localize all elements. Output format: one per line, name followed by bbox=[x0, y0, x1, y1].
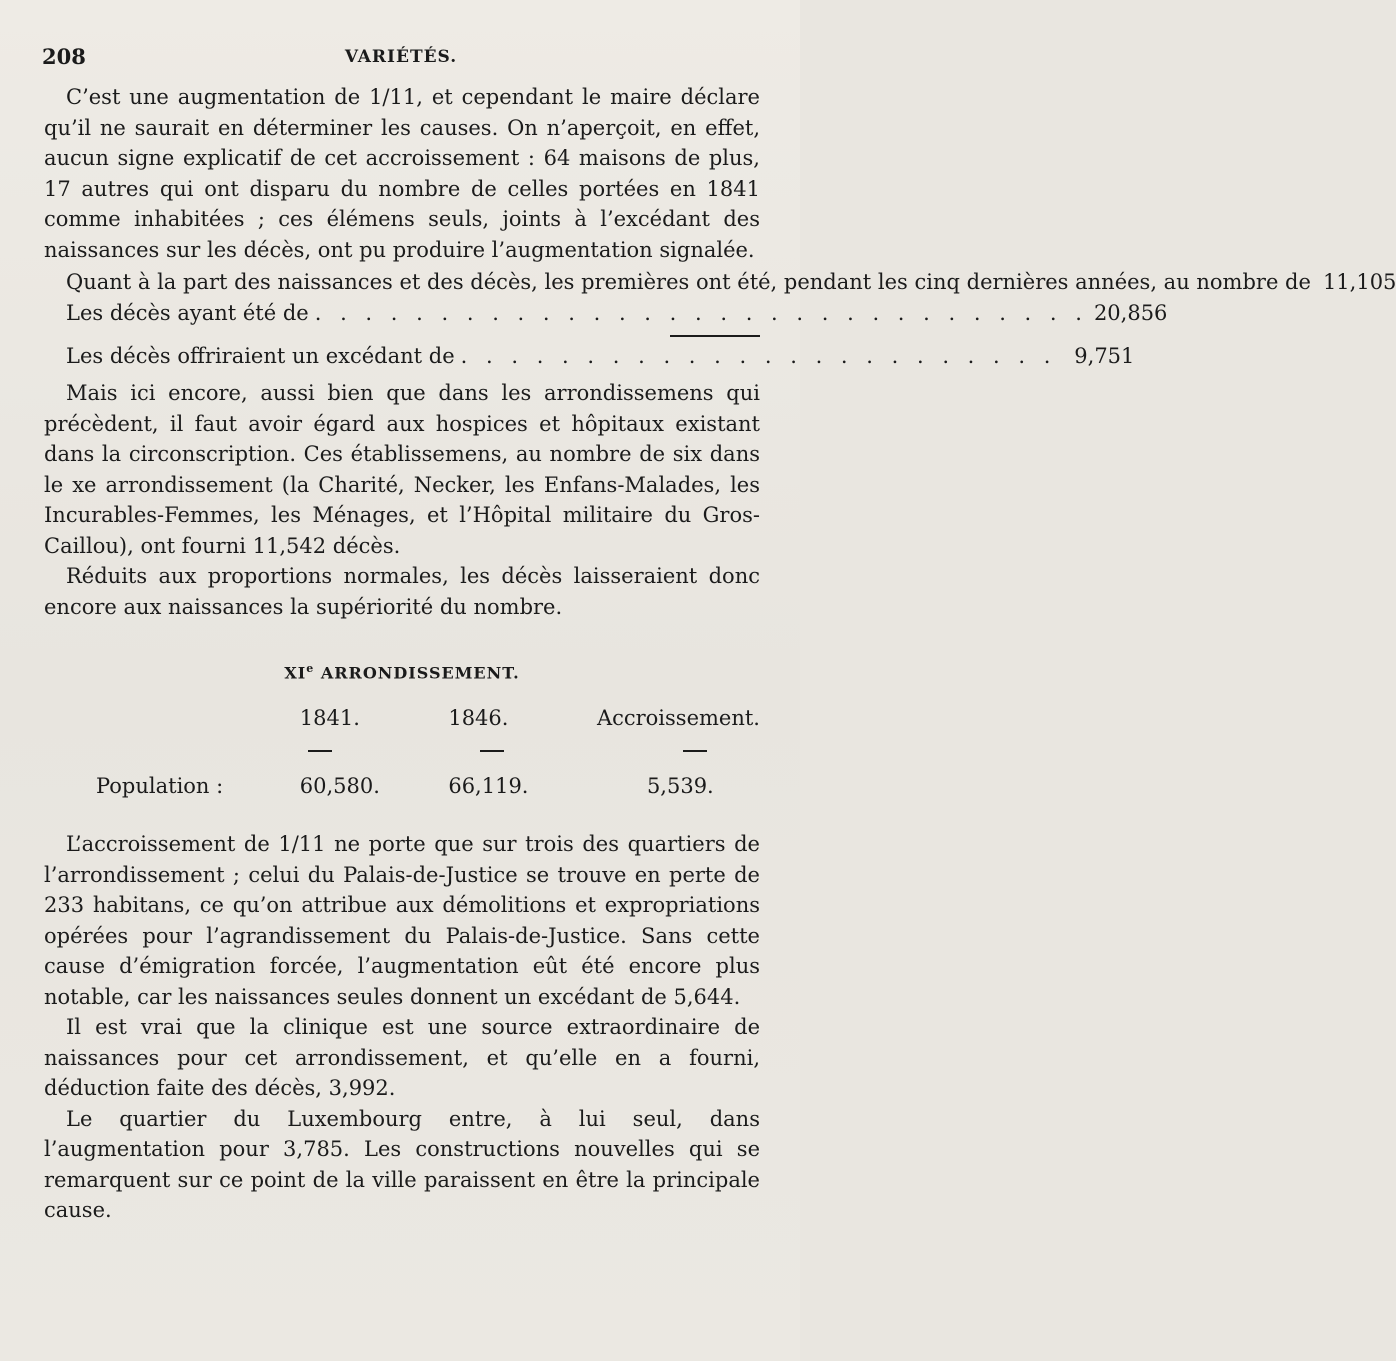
tally-row-births bbox=[44, 267, 1396, 298]
section-superscript: e bbox=[306, 662, 315, 675]
tally-row-excess bbox=[44, 341, 1135, 372]
section-roman: XI bbox=[284, 663, 307, 683]
dot-leader: . . . . . . . . . . . . . . . . . . . . . . . . . . . . . . . bbox=[314, 301, 1088, 325]
header-growth: Accroissement. bbox=[596, 705, 760, 730]
excess-value: 9,751 bbox=[1074, 344, 1135, 368]
running-head bbox=[42, 44, 760, 74]
section-heading bbox=[44, 654, 760, 689]
paragraph-hospitals bbox=[44, 378, 760, 561]
births-deaths-tally bbox=[44, 267, 1396, 372]
row-label: Population : bbox=[96, 774, 224, 799]
births-value: 11,105 bbox=[1322, 270, 1396, 294]
deaths-value: 20,856 bbox=[1093, 301, 1168, 325]
page-number: 208 bbox=[42, 44, 86, 69]
paragraph: Le quartier du Luxembourg entre, à lui seul, dans l’augmentation pour 3,785. Les constructions nouvelles qui se remarquent sur ce point de la ville paraissent en être la principale cause. bbox=[44, 1106, 760, 1223]
dash-rule bbox=[480, 750, 504, 752]
value-1841: 60,580. bbox=[299, 774, 380, 799]
excess-label: Les décès offriraient un excédant de bbox=[66, 344, 455, 368]
table-row bbox=[44, 765, 760, 803]
section-title: ARRONDISSEMENT. bbox=[320, 663, 520, 683]
paragraph: Il est vrai que la clinique est une source extraordinaire de naissances pour cet arrondissement, et qu’elle en a fourni, déduction faite des décès, 3,992. bbox=[44, 1015, 760, 1101]
population-table bbox=[44, 703, 760, 804]
sum-rule bbox=[670, 335, 760, 337]
header-1846: 1846. bbox=[448, 705, 509, 730]
tally-intro: Quant à la part des naissances et des décès, les premières ont été, pendant les cinq dernières années, au nombre de bbox=[66, 270, 1311, 294]
table-dash-row bbox=[44, 735, 760, 766]
header-1841: 1841. bbox=[299, 705, 360, 730]
paragraph: C’est une augmentation de 1/11, et cependant le maire déclare qu’il ne saurait en déterminer les causes. On n’aperçoit, en effet, aucun signe explicatif de cet accroissement : 64 maisons de plus, 17 autres qui ont disparu du nombre de celles portées en 1841 comme inhabitées ; ces élémens seuls, joints à l’excédant des naissances sur les décès, ont pu produire l’augmentation signalée. bbox=[44, 85, 760, 262]
dash-rule bbox=[683, 750, 707, 752]
value-growth: 5,539. bbox=[646, 774, 714, 799]
table-header-row bbox=[44, 703, 760, 735]
tally-row-deaths bbox=[44, 298, 1168, 329]
dot-leader: . . . . . . . . . . . . . . . . . . . . . . . . bbox=[460, 344, 1057, 368]
paragraph: Réduits aux proportions normales, les décès laisseraient donc encore aux naissances la supériorité du nombre. bbox=[44, 564, 760, 619]
tally-label bbox=[44, 267, 1311, 298]
deaths-label: Les décès ayant été de bbox=[66, 301, 309, 325]
value-1846: 66,119. bbox=[448, 774, 529, 799]
running-title: VARIÉTÉS. bbox=[344, 47, 458, 67]
closing-paragraphs bbox=[44, 829, 760, 1226]
paragraph: L’accroissement de 1/11 ne porte que sur trois des quartiers de l’arrondissement ; celui du Palais-de-Justice se trouve en perte de 233 habitans, ce qu’on attribue aux démolitions et expropriations opérées pour l’agrandissement du Palais-de-Justice. Sans cette cause d’émigration forcée, l’augmentation eût été encore plus notable, car les naissances seules donnent un excédant de 5,644. bbox=[44, 832, 760, 1009]
page-body bbox=[44, 82, 1396, 1226]
paragraph-text: Mais ici encore, aussi bien que dans les arrondissemens qui précèdent, il faut avoir égard aux hospices et hôpitaux existant dans la circonscription. Ces établissemens, au nombre de six dans le xe arrondissement (la Charité, Necker, les Enfans-Malades, les Incurables-Femmes, les Ménages, et l’Hôpital militaire du Gros-Caillou), ont fourni 11,542 décès. bbox=[44, 381, 760, 558]
dash-rule bbox=[308, 750, 332, 752]
